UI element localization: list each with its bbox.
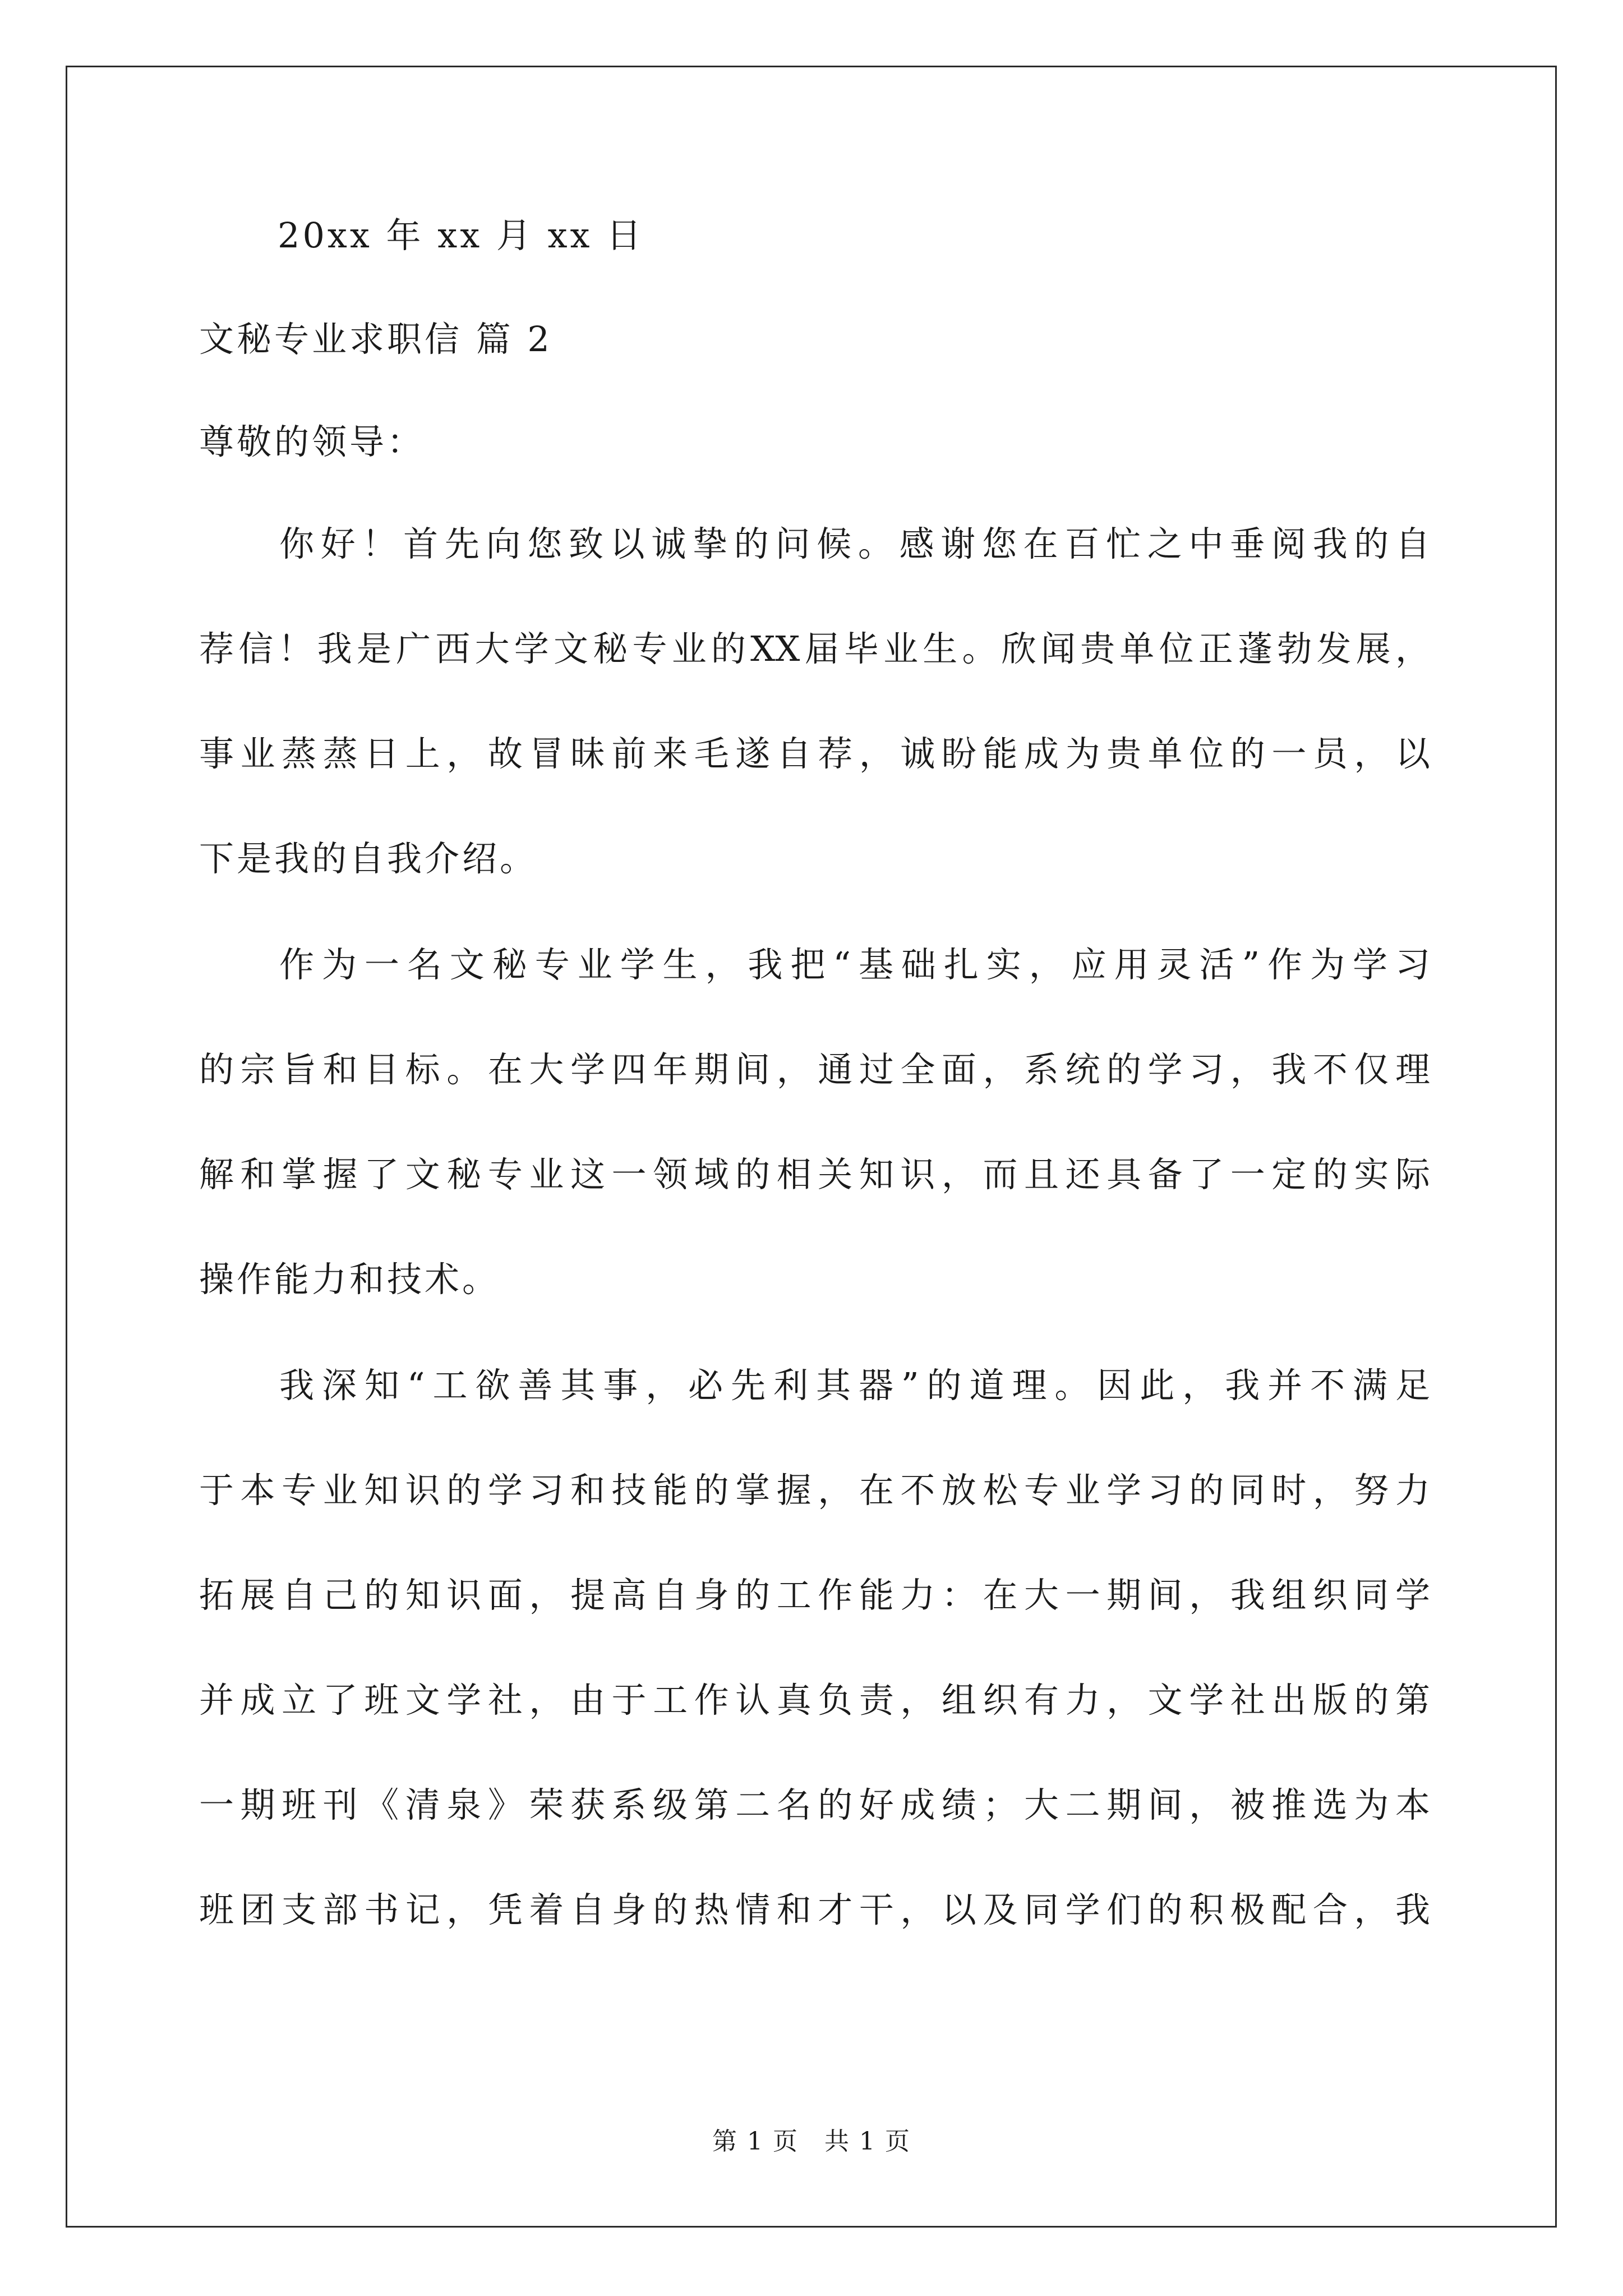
paragraph-line: 一期班刊《清泉》荣获系级第二名的好成绩；大二期间，被推选为本 [199, 1784, 1430, 1825]
paragraph-line: 下是我的自我介绍。 [199, 838, 538, 879]
paragraph-line: 操作能力和技术。 [199, 1259, 500, 1300]
page-footer: 第 1 页 共 1 页 [712, 2127, 911, 2156]
paragraph-line: 班团支部书记，凭着自身的热情和才干，以及同学们的积极配合，我 [199, 1889, 1430, 1930]
paragraph-line: 你好！首先向您致以诚挚的问候。感谢您在百忙之中垂阅我的自 [279, 523, 1430, 564]
paragraph-line: 作为一名文秘专业学生，我把“基础扎实，应用灵活”作为学习 [279, 944, 1430, 985]
paragraph-line: 并成立了班文学社，由于工作认真负责，组织有力，文学社出版的第 [199, 1680, 1430, 1720]
paragraph-line: 于本专业知识的学习和技能的掌握，在不放松专业学习的同时，努力 [199, 1470, 1430, 1511]
date-line: 20xx 年 xx 月 xx 日 [278, 215, 644, 256]
paragraph-1 [199, 522, 1430, 941]
paragraph-line: 拓展自己的知识面，提高自身的工作能力：在大一期间，我组织同学 [199, 1575, 1430, 1616]
paragraph-line: 我深知“工欲善其事，必先利其器”的道理。因此，我并不满足 [279, 1365, 1430, 1406]
document-title: 文秘专业求职信 篇 2 [199, 319, 552, 360]
paragraph-line: 事业蒸蒸日上，故冒昧前来毛遂自荐，诚盼能成为贵单位的一员，以 [199, 733, 1430, 774]
paragraph-line: 的宗旨和目标。在大学四年期间，通过全面，系统的学习，我不仅理 [199, 1049, 1430, 1090]
paragraph-line: 荐信！我是广西大学文秘专业的XX届毕业生。欣闻贵单位正蓬勃发展， [199, 628, 1430, 669]
paragraph-line: 解和掌握了文秘专业这一领域的相关知识，而且还具备了一定的实际 [199, 1154, 1430, 1195]
salutation: 尊敬的领导： [199, 421, 425, 462]
paragraph-2 [199, 942, 1430, 1362]
paragraph-3 [199, 1363, 1430, 1993]
